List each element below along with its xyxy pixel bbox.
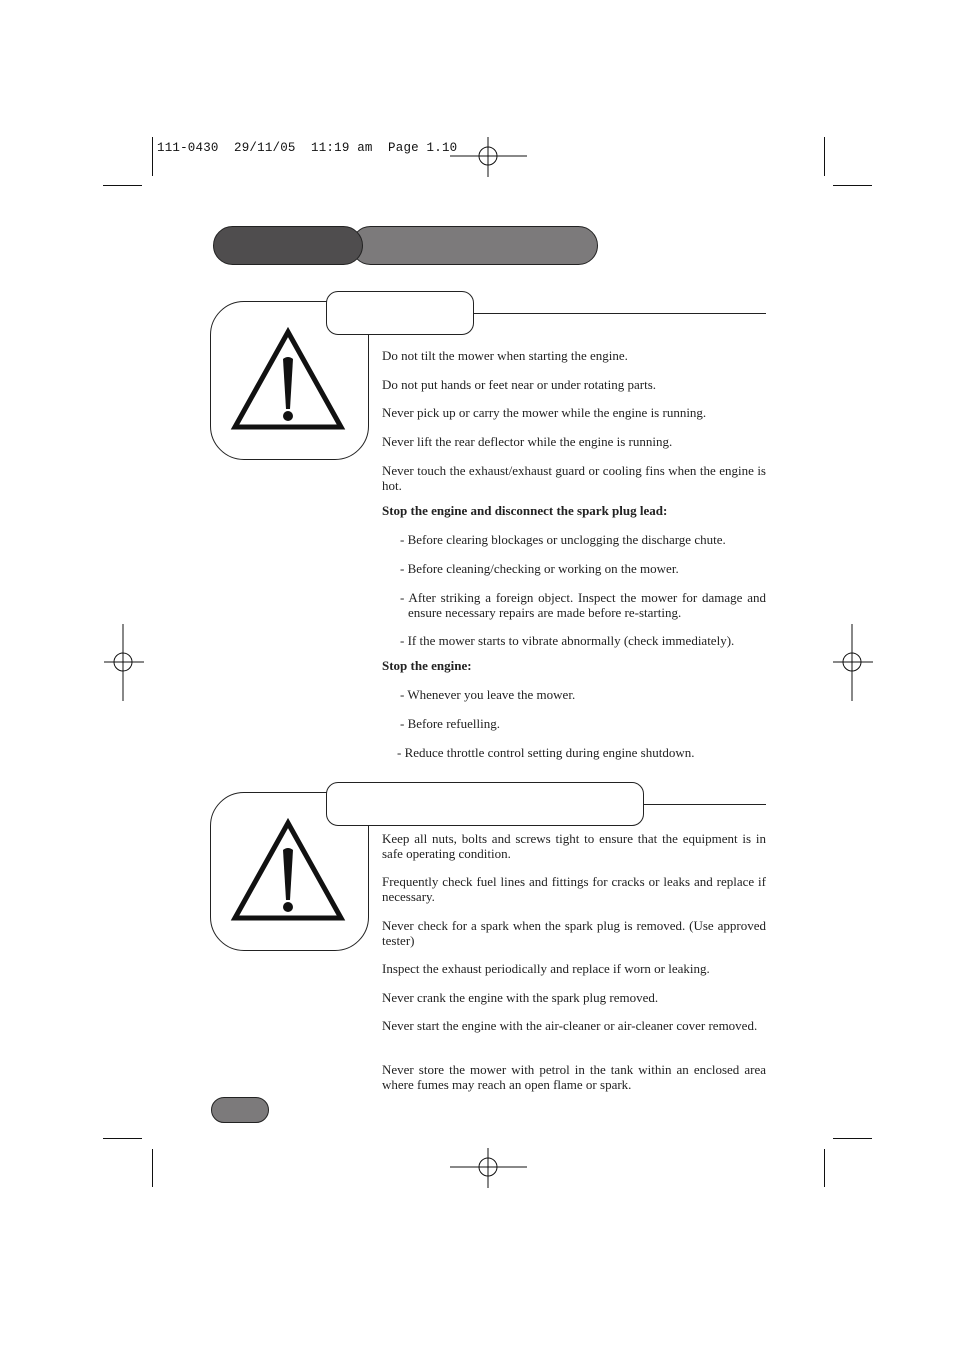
section-heading-box — [326, 291, 474, 335]
list-item: Frequently check fuel lines and fittings for cracks or leaks and replace if necessary. — [382, 874, 766, 904]
list-item: - Before clearing blockages or unclogging the discharge chute. — [400, 532, 726, 547]
list-item: Never crank the engine with the spark plug removed. — [382, 990, 659, 1005]
header-tab-title — [351, 226, 598, 265]
list-item: Never touch the exhaust/exhaust guard or cooling fins when the engine is hot. — [382, 463, 766, 493]
list-item: Do not tilt the mower when starting the engine. — [382, 348, 628, 363]
subheading: Stop the engine and disconnect the spark plug lead: — [382, 503, 668, 518]
registration-mark-icon — [104, 624, 144, 701]
list-item: - Reduce throttle control setting during engine shutdown. — [397, 745, 695, 760]
list-item: - Before cleaning/checking or working on the mower. — [400, 561, 679, 576]
section-rule — [474, 313, 766, 314]
crop-mark — [833, 185, 872, 186]
list-item: Never pick up or carry the mower while the engine is running. — [382, 405, 707, 420]
registration-mark-icon — [833, 624, 873, 701]
list-item: - Whenever you leave the mower. — [400, 687, 576, 702]
list-item: - Before refuelling. — [400, 716, 500, 731]
list-item: Never store the mower with petrol in the tank within an enclosed area where fumes may reach an open flame or spark. — [382, 1062, 766, 1092]
list-item: Keep all nuts, bolts and screws tight to ensure that the equipment is in safe operating condition. — [382, 831, 766, 861]
section-heading-box — [326, 782, 644, 826]
crop-mark — [833, 1138, 872, 1139]
list-item: Do not put hands or feet near or under rotating parts. — [382, 377, 657, 392]
print-slug: 111-0430 29/11/05 11:19 am Page 1.10 — [157, 141, 458, 155]
list-item: - If the mower starts to vibrate abnormally (check immediately). — [400, 633, 735, 648]
subheading: Stop the engine: — [382, 658, 472, 673]
section-rule — [644, 804, 766, 805]
header-tab-section — [213, 226, 363, 265]
page-number-tab — [211, 1097, 269, 1123]
list-item: Never start the engine with the air-cleaner or air-cleaner cover removed. — [382, 1018, 758, 1033]
crop-mark — [103, 185, 142, 186]
crop-mark — [824, 1149, 825, 1187]
list-item: Inspect the exhaust periodically and replace if worn or leaking. — [382, 961, 710, 976]
crop-mark — [103, 1138, 142, 1139]
list-item: Never lift the rear deflector while the engine is running. — [382, 434, 673, 449]
crop-mark — [824, 137, 825, 176]
crop-mark — [152, 1149, 153, 1187]
list-item: - After striking a foreign object. Inspect the mower for damage and ensure necessary repairs are made before re-starting. — [400, 590, 766, 620]
registration-mark-icon — [450, 137, 527, 177]
crop-mark — [152, 137, 153, 176]
registration-mark-icon — [450, 1148, 527, 1188]
list-item: Never check for a spark when the spark plug is removed. (Use approved tester) — [382, 918, 766, 948]
